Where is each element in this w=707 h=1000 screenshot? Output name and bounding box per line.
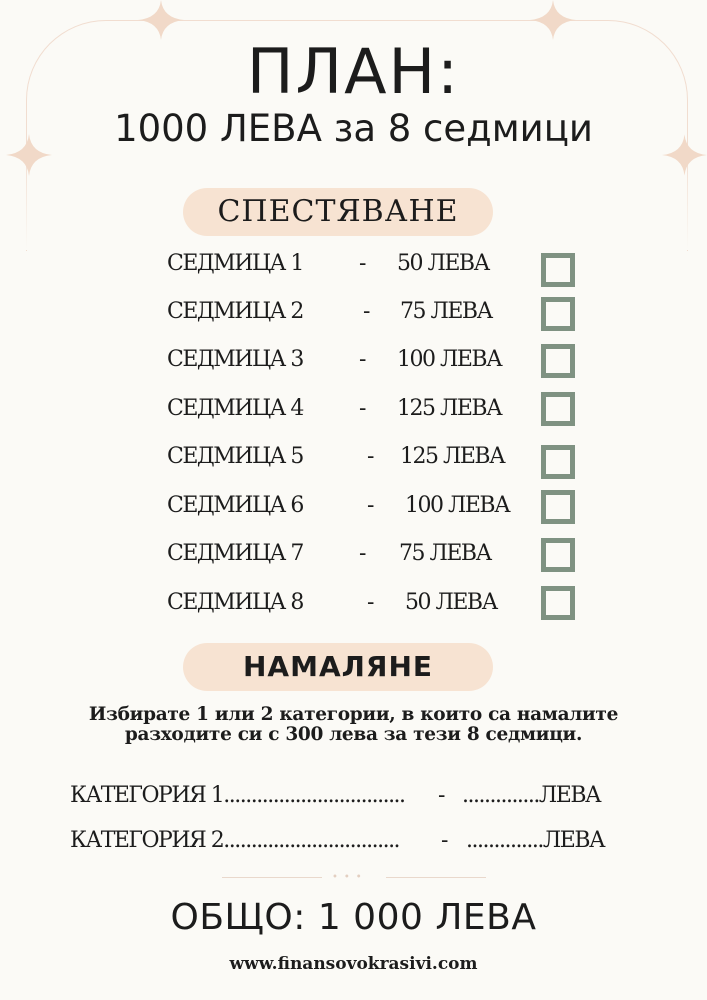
week-label: СЕДМИЦА 7 — [167, 541, 303, 566]
week-amount: 100 ЛЕВА — [397, 347, 502, 372]
week-amount: 50 ЛЕВА — [405, 590, 497, 615]
week-row — [167, 534, 627, 574]
week-amount: 125 ЛЕВА — [397, 396, 502, 421]
week-label: СЕДМИЦА 8 — [167, 590, 303, 615]
week-amount: 75 ЛЕВА — [400, 299, 492, 324]
savings-heading: СПЕСТЯВАНЕ — [183, 188, 493, 236]
week-checkbox[interactable] — [541, 586, 575, 620]
divider-line-left — [222, 877, 322, 878]
dash-separator: - — [359, 251, 365, 276]
reduction-description — [0, 705, 707, 745]
divider-line-right — [386, 877, 486, 878]
dash-separator: - — [359, 347, 365, 372]
week-row — [167, 244, 627, 284]
page-subtitle: 1000 ЛЕВА за 8 седмици — [114, 107, 593, 150]
dash-separator: - — [367, 493, 373, 518]
week-row — [167, 583, 627, 623]
week-checkbox[interactable] — [541, 538, 575, 572]
category-label[interactable]: КАТЕГОРИЯ 2................................ — [70, 828, 400, 853]
dash-separator: - — [359, 541, 365, 566]
description-line: разходите си с 300 лева за тези 8 седмици. — [124, 724, 583, 745]
week-checkbox[interactable] — [541, 253, 575, 287]
dash-separator: - — [363, 299, 369, 324]
week-label: СЕДМИЦА 5 — [167, 444, 303, 469]
week-checkbox[interactable] — [541, 490, 575, 524]
week-checkbox[interactable] — [541, 445, 575, 479]
week-checkbox[interactable] — [541, 297, 575, 331]
week-amount: 75 ЛЕВА — [399, 541, 491, 566]
website-link[interactable]: www.finansovokrasivi.com — [229, 954, 478, 974]
reduction-heading: НАМАЛЯНЕ — [183, 643, 493, 691]
week-row — [167, 292, 627, 332]
week-row — [167, 340, 627, 380]
week-label: СЕДМИЦА 1 — [167, 251, 303, 276]
divider-dots: ••• — [332, 872, 368, 883]
dash-separator: - — [367, 444, 373, 469]
total-amount: ОБЩО: 1 000 ЛЕВА — [170, 897, 537, 938]
category-row — [70, 778, 650, 814]
week-label: СЕДМИЦА 6 — [167, 493, 303, 518]
dash-separator: - — [441, 828, 447, 853]
week-label: СЕДМИЦА 2 — [167, 299, 303, 324]
week-amount: 125 ЛЕВА — [400, 444, 505, 469]
week-label: СЕДМИЦА 3 — [167, 347, 303, 372]
category-row — [70, 823, 650, 859]
dash-separator: - — [367, 590, 373, 615]
dash-separator: - — [438, 783, 444, 808]
week-row — [167, 437, 627, 477]
week-label: СЕДМИЦА 4 — [167, 396, 303, 421]
week-row — [167, 486, 627, 526]
category-value[interactable]: ..............ЛЕВА — [462, 783, 601, 808]
week-checkbox[interactable] — [541, 392, 575, 426]
description-line: Избирате 1 или 2 категории, в които са намалите — [88, 704, 619, 725]
week-amount: 50 ЛЕВА — [397, 251, 489, 276]
week-amount: 100 ЛЕВА — [405, 493, 510, 518]
category-value[interactable]: ..............ЛЕВА — [466, 828, 605, 853]
page-title: ПЛАН: — [246, 35, 461, 108]
category-label[interactable]: КАТЕГОРИЯ 1................................. — [70, 783, 405, 808]
week-row — [167, 389, 627, 429]
dash-separator: - — [359, 396, 365, 421]
week-checkbox[interactable] — [541, 344, 575, 378]
